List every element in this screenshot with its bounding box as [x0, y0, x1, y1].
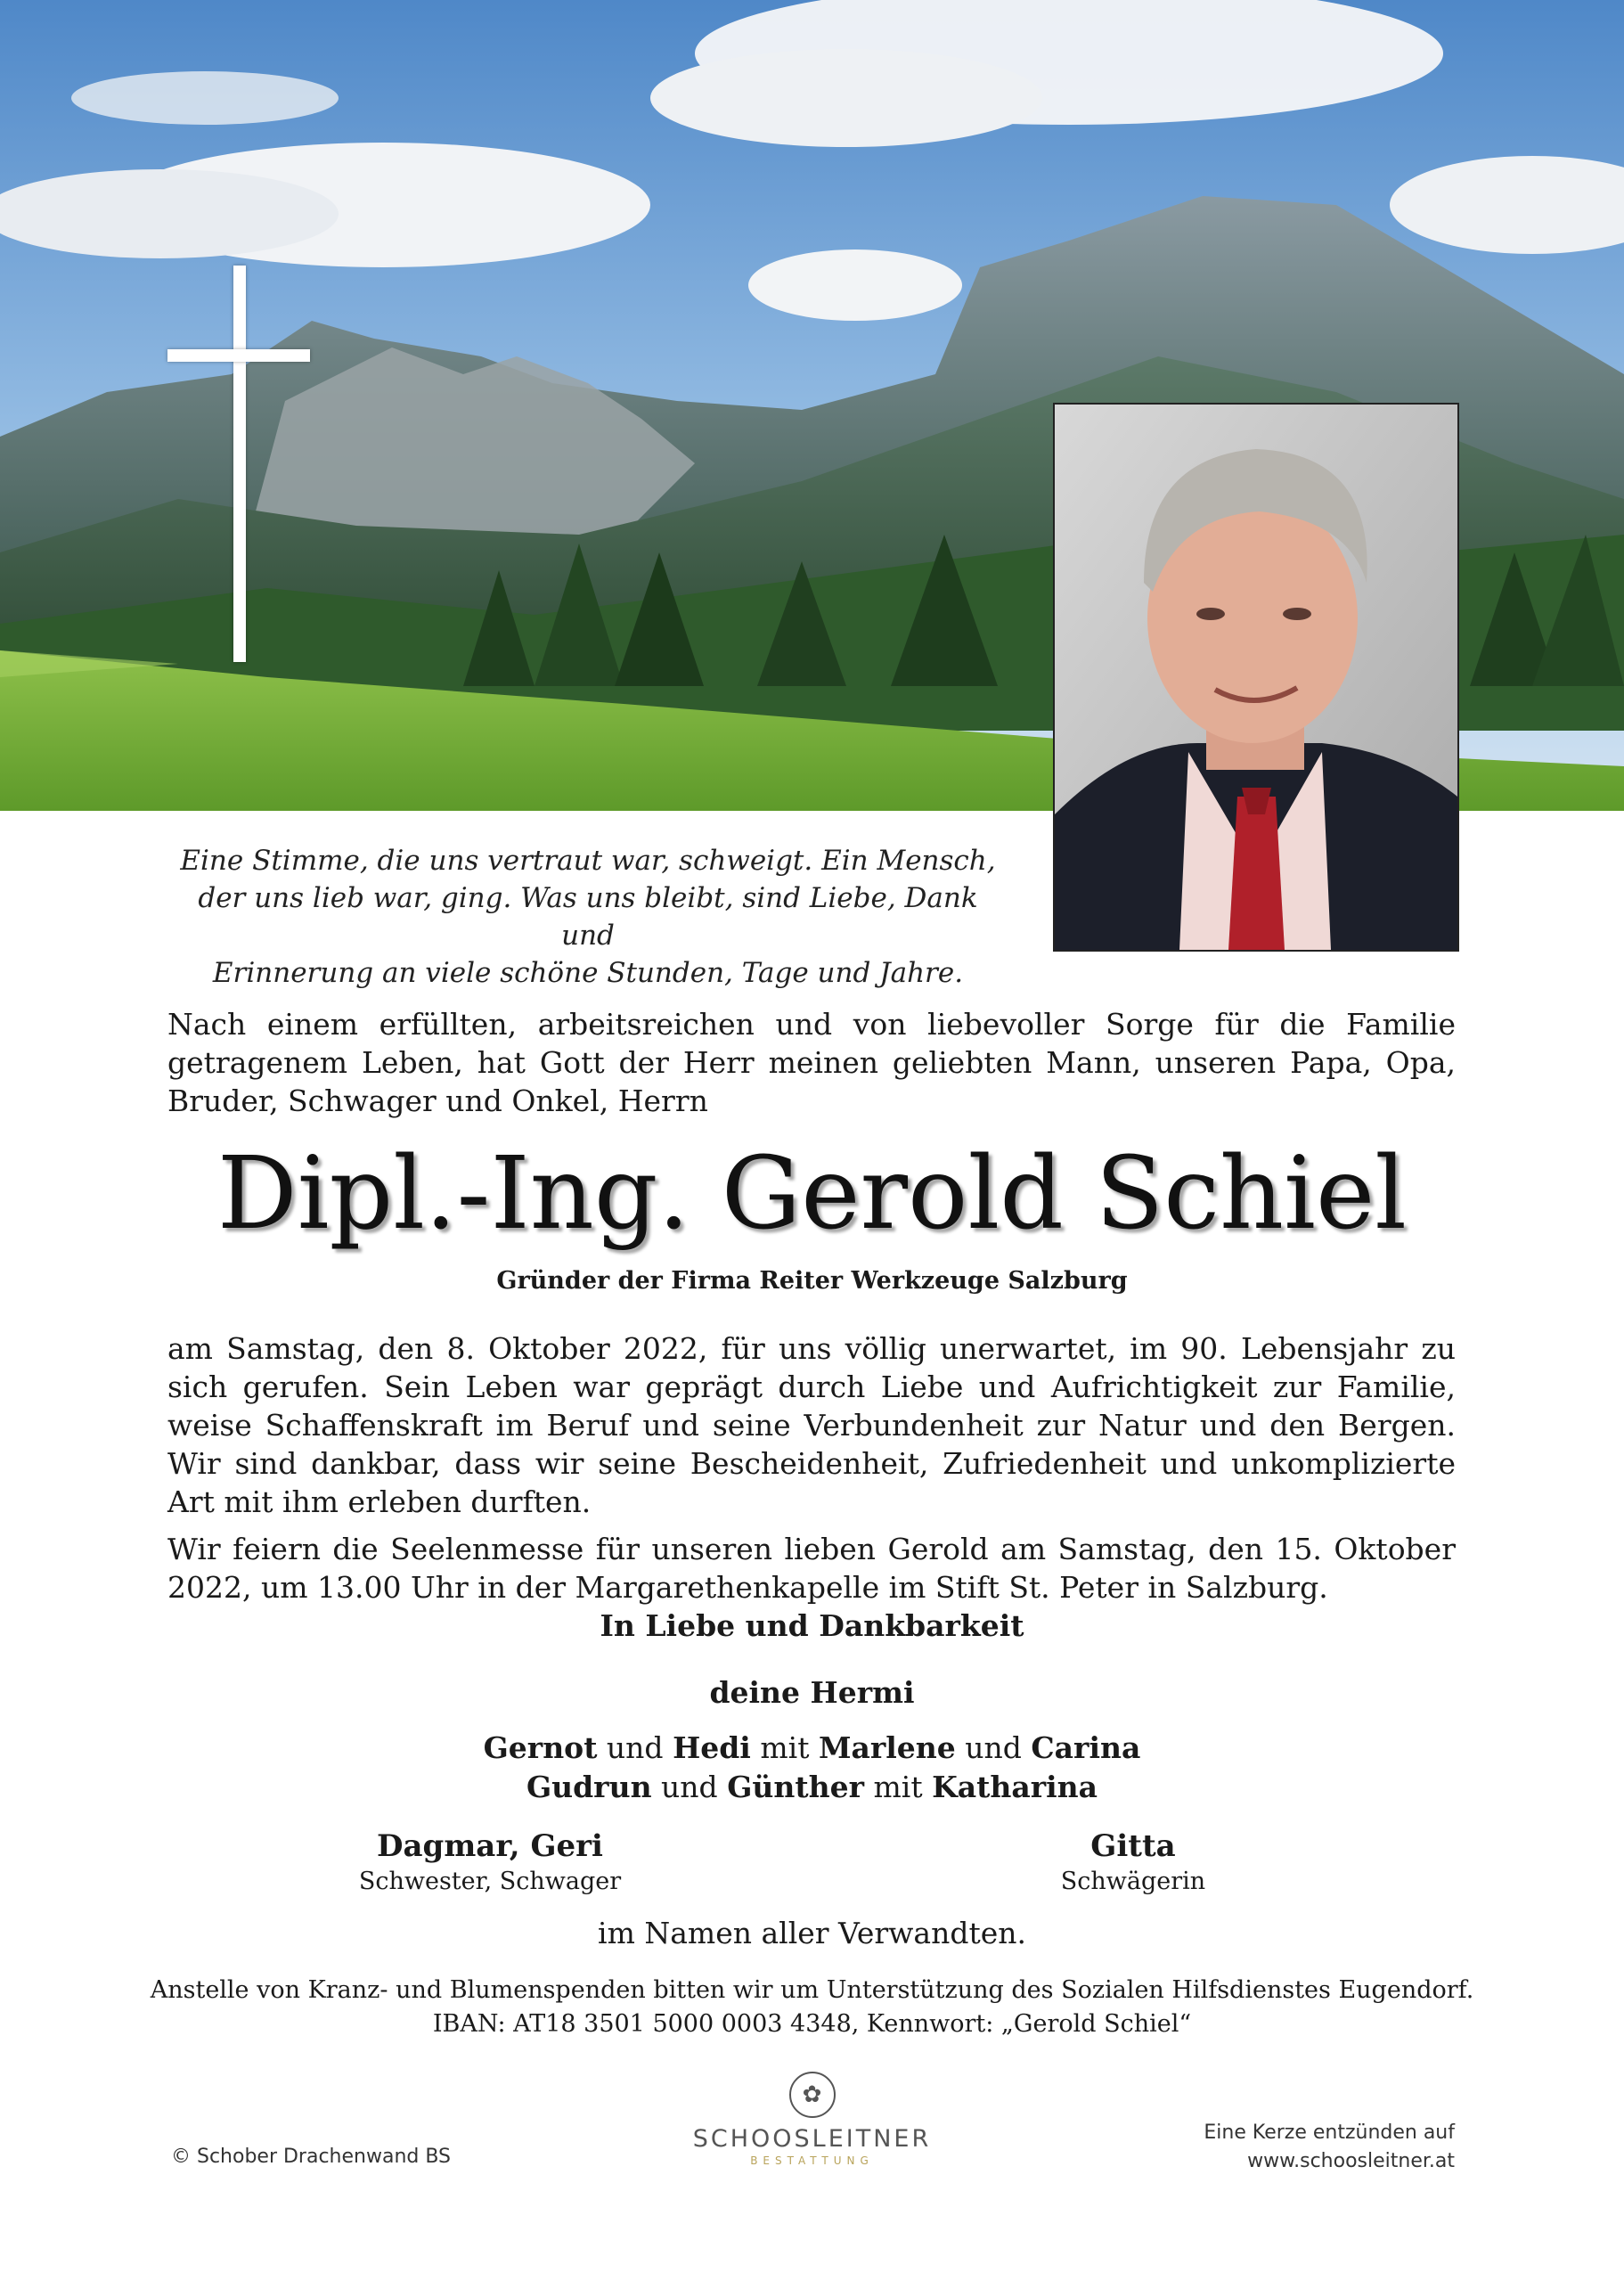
body-paragraph-1: am Samstag, den 8. Oktober 2022, für uns völlig unerwartet, im 90. Lebensjahr zu sich gerufen. Sein Leben war geprägt durch Liebe und Aufrichtigkeit zur Familie, weise Schaffenskraft im Beruf und seine Verbundenheit zur Natur und den Bergen. Wir sind dankbar, dass wir seine Bescheidenheit, Zufriedenheit und unkomplizierte Art mit ihm erleben durften. — [167, 1331, 1456, 1519]
cross-vertical — [233, 266, 246, 662]
connector: und — [597, 1730, 673, 1765]
family-name: Katharina — [932, 1770, 1098, 1804]
signature-family-row-1 — [0, 1730, 1624, 1765]
family-name: Günther — [727, 1770, 864, 1804]
signature-right — [910, 1828, 1356, 1895]
signature-wife: deine Hermi — [709, 1675, 915, 1710]
body-text — [167, 1329, 1456, 1615]
rose-icon: ✿ — [789, 2072, 836, 2118]
donation-note — [0, 1974, 1624, 2041]
signature-family-row-2 — [0, 1770, 1624, 1804]
candle-text: Eine Kerze entzünden auf — [1204, 2122, 1455, 2144]
portrait-image — [1055, 405, 1457, 950]
signature-right-role: Schwägerin — [1060, 1868, 1206, 1895]
donation-iban: IBAN: AT18 3501 5000 0003 4348, Kennwort: „Gerold Schiel“ — [432, 2010, 1192, 2038]
connector: mit — [863, 1770, 933, 1804]
family-name: Carina — [1031, 1730, 1141, 1765]
quote-line: der uns lieb war, ging. Was uns bleibt, sind Liebe, Dank und — [198, 882, 978, 952]
connector: mit — [750, 1730, 819, 1765]
connector: und — [955, 1730, 1032, 1765]
quote-line: Eine Stimme, die uns vertraut war, schweigt. Ein Mensch, — [180, 845, 996, 877]
family-name: Marlene — [818, 1730, 956, 1765]
deceased-role: Gründer der Firma Reiter Werkzeuge Salzburg — [496, 1267, 1128, 1295]
donation-line-1: Anstelle von Kranz- und Blumenspenden bitten wir um Unterstützung des Sozialen Hilfsdienstes Eugendorf. — [150, 1976, 1474, 2004]
intro-text: Nach einem erfüllten, arbeitsreichen und von liebevoller Sorge für die Familie getragenem Leben, hat Gott der Herr meinen geliebten Mann, unseren Papa, Opa, Bruder, Schwager und Onkel, Herrn — [167, 1007, 1456, 1118]
signature-greeting: In Liebe und Dankbarkeit — [600, 1608, 1024, 1643]
quote-line: Erinnerung an viele schöne Stunden, Tage und Jahre. — [212, 957, 964, 989]
family-name: Hedi — [673, 1730, 751, 1765]
candle-note — [1204, 2119, 1455, 2176]
logo-subtitle: BESTATTUNG — [750, 2154, 874, 2167]
deceased-name: Dipl.-Ing. Gerold Schiel — [216, 1136, 1408, 1252]
family-name: Gernot — [483, 1730, 598, 1765]
signature-left-role: Schwester, Schwager — [358, 1868, 622, 1895]
body-paragraph-2: Wir feiern die Seelenmesse für unseren lieben Gerold am Samstag, den 15. Oktober 2022, um 13.00 Uhr in der Margarethenkapelle im Stift St. Peter in Salzburg. — [167, 1532, 1456, 1605]
connector: und — [651, 1770, 728, 1804]
website-link[interactable]: www.schoosleitner.at — [1247, 2150, 1455, 2172]
signature-right-name: Gitta — [1090, 1828, 1176, 1864]
signature-closing: im Namen aller Verwandten. — [598, 1916, 1026, 1950]
signature-left-name: Dagmar, Geri — [377, 1828, 603, 1864]
photo-copyright: © Schober Drachenwand BS — [171, 2146, 452, 2168]
signature-left — [267, 1828, 713, 1895]
family-name: Gudrun — [526, 1770, 652, 1804]
portrait-photo — [1053, 403, 1459, 952]
cross-horizontal — [167, 349, 310, 362]
logo-name: SCHOOSLEITNER — [692, 2125, 932, 2153]
schoosleitner-logo — [677, 2072, 947, 2167]
memorial-quote — [178, 842, 998, 992]
